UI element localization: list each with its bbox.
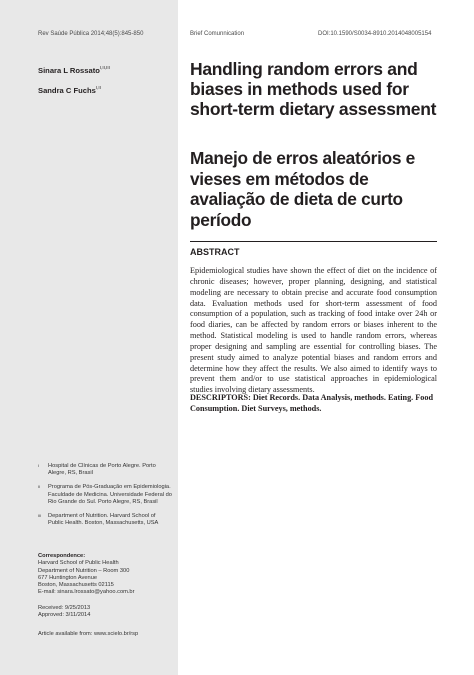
- author-2: [38, 79, 110, 99]
- abstract-body: Epidemiological studies have shown the effect of diet on the incidence of chronic diseases; however, proper planning, designing, and statistical modeling are necessary to obtain precise and accurate food consumption data. Evaluation methods used for short-term assessment of food consumption of a population, such as tracking of food intake over 24h or food diaries, can be affected by random errors or biases inherent to the method. Statistical modeling is used to handle random errors, whereas proper designing and sampling are essential for controlling biases. The present study aimed to analyze potential biases and random errors and determine how they affect the results. We also aimed to identify ways to prevent them and/or to use statistical approaches in epidemiological studies involving dietary assessments.: [190, 266, 437, 395]
- author-1: [38, 59, 110, 79]
- article-availability-link[interactable]: Article available from: www.scielo.br/rsp: [38, 631, 139, 637]
- affiliation-item: [38, 513, 172, 528]
- author-affiliation-marks: I,II: [95, 85, 101, 90]
- affiliation-text: Department of Nutrition. Harvard School of Public Health. Boston, Massachusetts, USA: [48, 513, 159, 527]
- affiliation-item: [38, 484, 172, 506]
- received-date: Received: 9/25/2013: [38, 605, 91, 611]
- article-title-portuguese: Manejo de erros aleatórios e vieses em métodos de avaliação de dieta de curto período: [190, 148, 415, 230]
- correspondence-line: Department of Nutrition – Room 300: [38, 567, 130, 574]
- correspondence-email[interactable]: E-mail: sinara.lrossato@yahoo.com.br: [38, 589, 135, 596]
- affiliation-mark: I: [38, 463, 40, 468]
- abstract-divider: [190, 241, 437, 242]
- author-affiliation-marks: I,II,III: [99, 65, 110, 70]
- descriptors-label: DESCRIPTORS:: [190, 393, 251, 402]
- correspondence-line: Harvard School of Public Health: [38, 560, 119, 567]
- descriptors-list: Diet Records. Data Analysis, methods. Eating. Food Consumption. Diet Surveys, methods.: [190, 393, 434, 413]
- article-doi[interactable]: DOI:10.1590/S0034-8910.2014048005154: [318, 31, 432, 37]
- abstract-heading: ABSTRACT: [190, 247, 240, 257]
- affiliations: [38, 463, 172, 534]
- article-title-english: Handling random errors and biases in methods used for short-term dietary assessment: [190, 59, 437, 119]
- author-name: Sandra C Fuchs: [38, 86, 96, 95]
- affiliation-text: Programa de Pós-Graduação em Epidemiologia. Faculdade de Medicina. Universidade Federal do Rio Grande do Sul. Porto Alegre, RS, Brasil: [48, 484, 172, 506]
- correspondence-line: 677 Huntington Avenue: [38, 574, 98, 581]
- approved-date: Approved: 3/11/2014: [38, 612, 91, 619]
- article-dates: [38, 605, 90, 620]
- correspondence: [38, 553, 172, 597]
- affiliation-mark: III: [38, 513, 42, 519]
- article-section: Brief Comunnication: [190, 31, 245, 37]
- descriptors: [190, 392, 437, 414]
- correspondence-line: Boston, Massachusetts 02115: [38, 582, 114, 589]
- affiliation-text: Hospital de Clínicas de Porto Alegre. Porto Alegre, RS, Brasil: [48, 463, 156, 477]
- journal-citation: Rev Saúde Pública 2014;48(5):845-850: [38, 31, 144, 37]
- author-list: [38, 59, 110, 99]
- author-name: Sinara L Rossato: [38, 66, 100, 75]
- affiliation-mark: II: [38, 484, 41, 490]
- correspondence-heading: Correspondence:: [38, 553, 86, 559]
- affiliation-item: [38, 463, 172, 478]
